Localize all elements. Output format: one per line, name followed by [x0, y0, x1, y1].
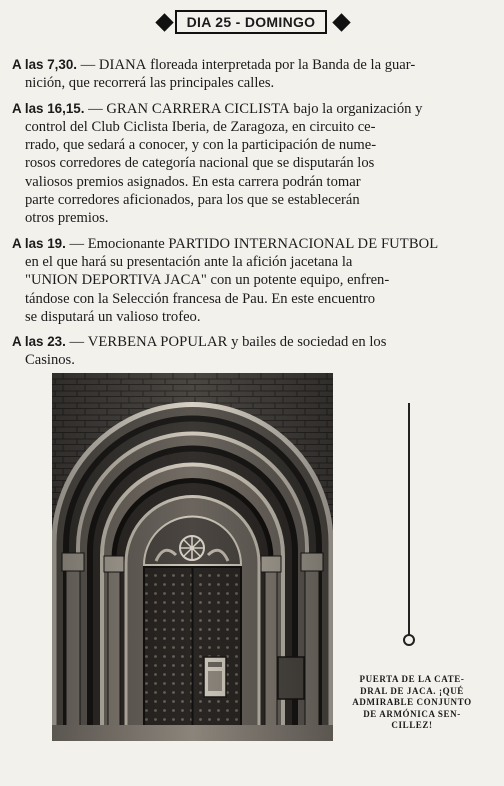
event-dash: —	[69, 334, 85, 351]
event-line: y bailes de sociedad en los	[231, 334, 387, 351]
event-diana	[12, 56, 496, 93]
diamond-right-icon	[332, 13, 350, 31]
event-line: tándose con la Selección francesa de Pau. En este encuentro	[25, 290, 376, 307]
event-prefix: Emocionante	[87, 235, 165, 252]
event-line: se disputará un valioso trofeo.	[25, 308, 201, 325]
event-title: VERBENA POPULAR	[87, 334, 228, 351]
event-line: Casinos.	[25, 352, 75, 369]
event-line: rrado, que sedará a conocer, y con la participación de nume-	[25, 137, 377, 154]
event-dash: —	[69, 235, 85, 252]
cathedral-portal-image	[52, 373, 333, 741]
caption-line: ADMIRABLE CONJUNTO	[352, 697, 472, 707]
event-line: en el que hará su presentación ante la afición jacetana la	[25, 253, 353, 270]
photo-caption	[352, 674, 472, 732]
event-time: A las 23.	[12, 334, 66, 350]
event-line: rosos corredores de categoría nacional que se disputarán los	[25, 155, 375, 172]
event-title: GRAN CARRERA CICLISTA	[106, 100, 290, 117]
event-dash: —	[80, 57, 96, 73]
event-line: otros premios.	[25, 210, 109, 227]
event-partido	[12, 235, 496, 326]
day-header	[0, 8, 504, 38]
caption-line: DRAL DE JACA. ¡QUÉ	[360, 685, 464, 696]
event-line: "UNION DEPORTIVA JACA" con un potente equipo, enfren-	[25, 272, 390, 289]
event-title: PARTIDO INTERNACIONAL DE FUTBOL	[168, 235, 439, 252]
caption-line: DE ARMÓNICA SEN-	[363, 708, 461, 719]
event-line: parte corredores aficionados, para los que se establecerán	[25, 192, 360, 209]
event-line: valiosos premios asignados. En esta carrera podrán tomar	[25, 173, 361, 190]
caption-line: PUERTA DE LA CATE-	[359, 674, 465, 684]
event-time: A las 19.	[12, 235, 66, 251]
event-carrera	[12, 100, 496, 228]
caption-leader-ring-icon	[403, 634, 415, 646]
event-line: nición, que recorrerá las principales calles.	[25, 75, 275, 92]
event-time: A las 16,15.	[12, 100, 85, 116]
event-list	[12, 56, 496, 377]
event-line: floreada interpretada por la Banda de la guar-	[150, 57, 416, 73]
caption-leader-line	[408, 403, 410, 637]
cathedral-photo	[52, 373, 333, 741]
event-line: bajo la organización y	[293, 100, 423, 117]
event-title: DIANA	[98, 57, 147, 73]
diamond-left-icon	[155, 13, 173, 31]
event-dash: —	[88, 100, 103, 117]
caption-line: CILLEZ!	[391, 720, 433, 730]
event-verbena	[12, 333, 496, 370]
day-title: DIA 25 - DOMINGO	[175, 10, 327, 34]
event-line: control del Club Ciclista Iberia, de Zaragoza, en circuito ce-	[25, 118, 376, 135]
event-time: A las 7,30.	[12, 57, 78, 72]
